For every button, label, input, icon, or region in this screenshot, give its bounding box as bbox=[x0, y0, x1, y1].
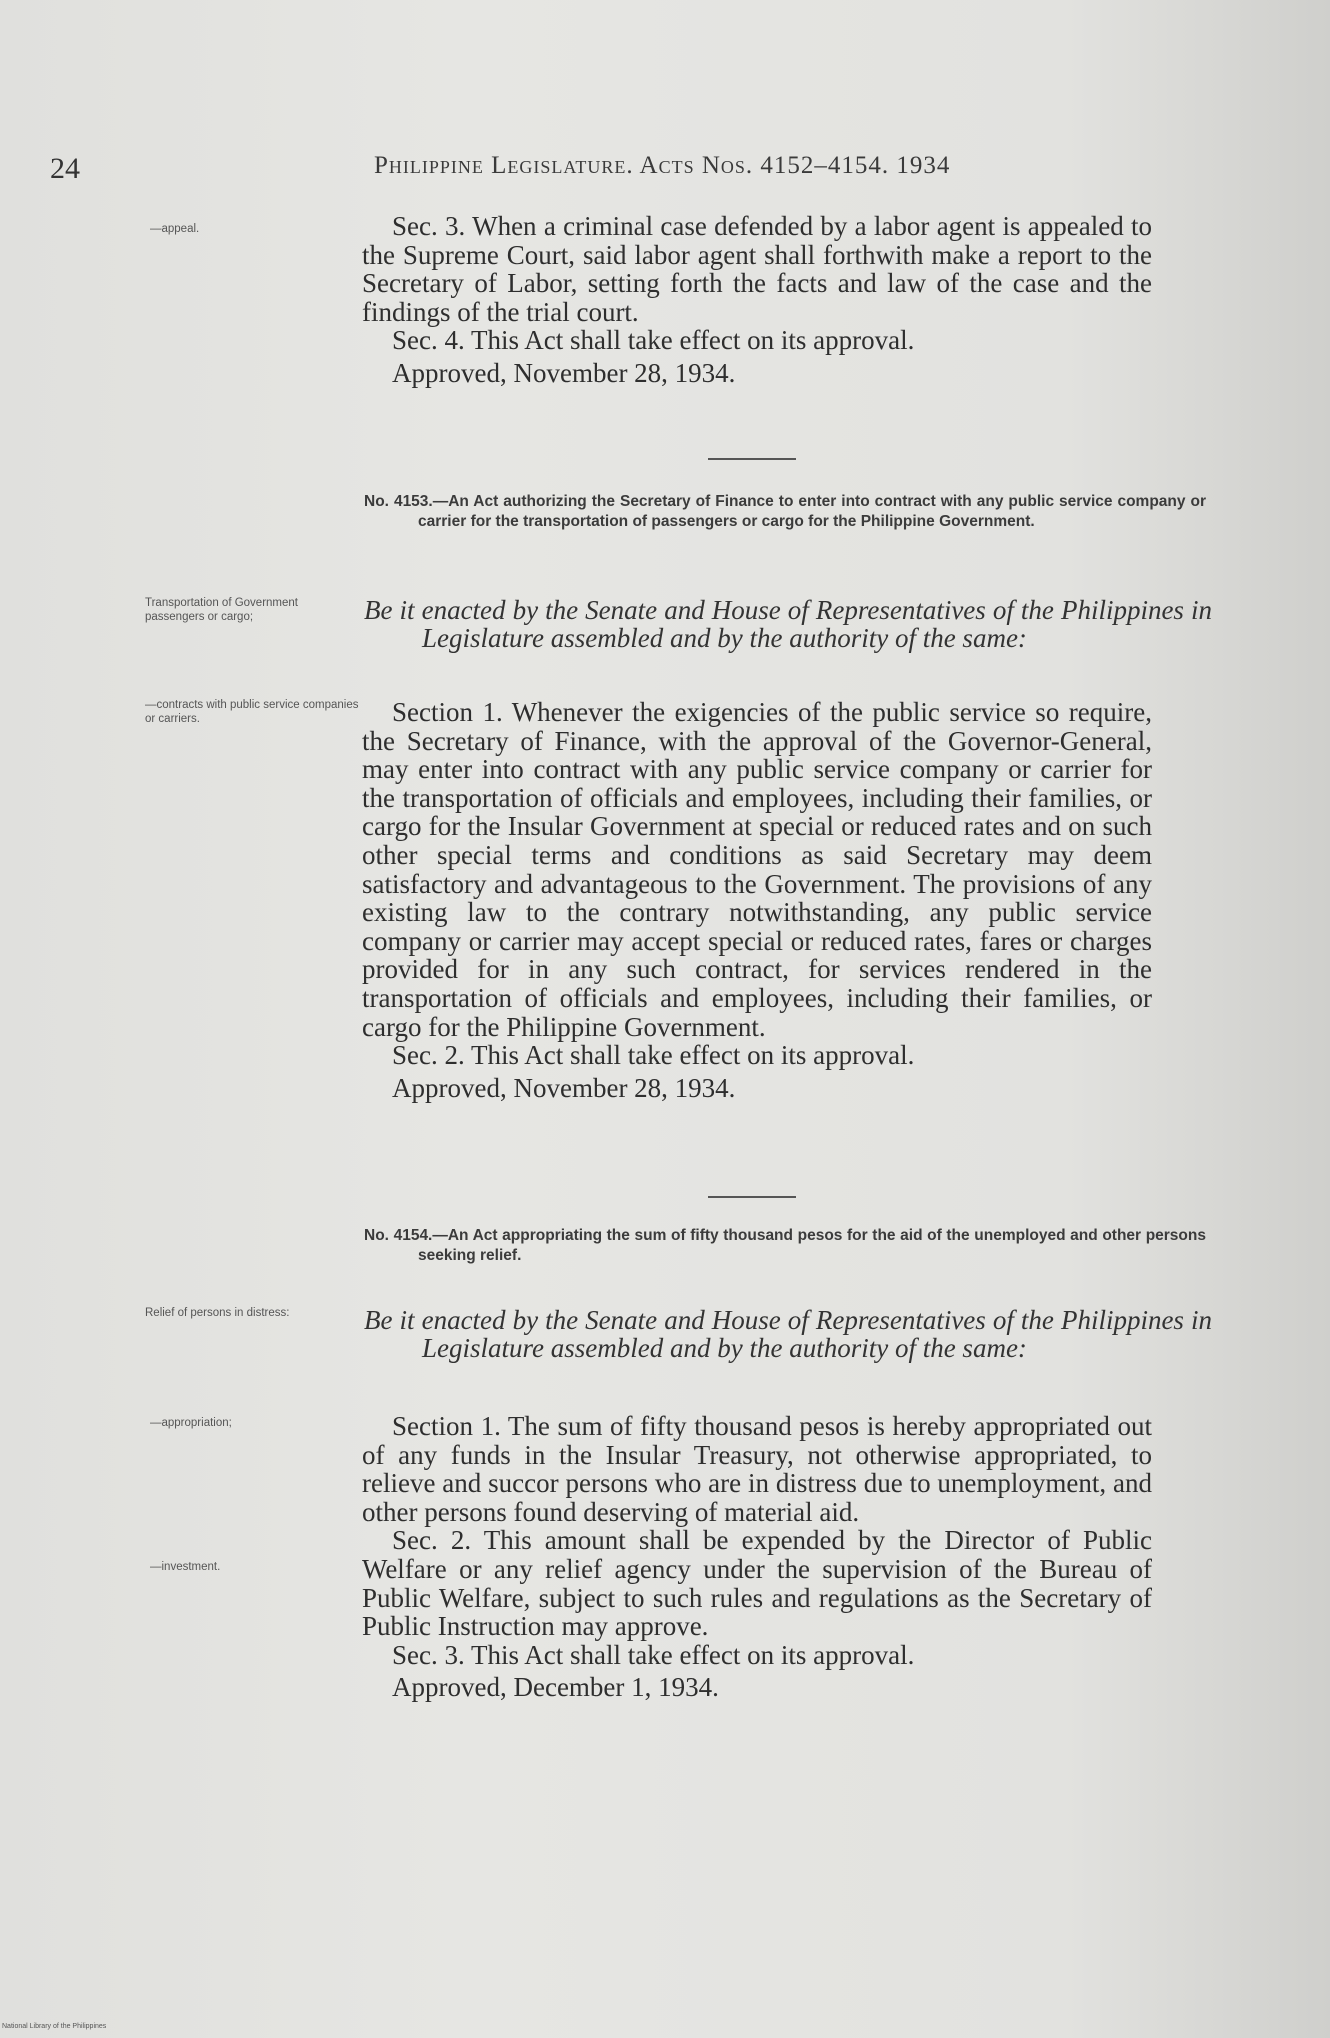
act-4154-enacting-clause: Be it enacted by the Senate and House of Representatives of the Philippines in Legislature assembled and by the authority of the same: bbox=[364, 1305, 1212, 1363]
act-4152-conclusion bbox=[362, 212, 1152, 388]
act-4154-body bbox=[362, 1412, 1152, 1702]
margin-note-appropriation: —appropriation; bbox=[150, 1417, 232, 1429]
act-4153-enacting-clause: Be it enacted by the Senate and House of Representatives of the Philippines in Legislature assembled and by the authority of the same: bbox=[364, 595, 1212, 653]
act-4154-sec2: Sec. 2. This amount shall be expended by the Director of Public Welfare or any relief agency under the supervision of the Bureau of Public Welfare, subject to such rules and regulations as the Secretary of Public Instruction may approve. bbox=[362, 1525, 1152, 1642]
act-4153-section1: Section 1. Whenever the exigencies of the public service so require, the Secretary of Finance, with the approval of the Governor-General, may enter into contract with any public service company or carrier for the transportation of officials and employees, including their families, or cargo for the Insular Government at special or reduced rates and on such other special terms and conditions as said Secretary may deem satisfactory and advantageous to the Government. The provisions of any existing law to the contrary notwithstanding, any public service company or carrier may accept special or reduced rates, fares or charges provided for in any such contract, for services rendered in the transportation of officials and employees, including their families, or cargo for the Philippine Government. bbox=[362, 697, 1152, 1042]
margin-note-investment: —investment. bbox=[150, 1561, 221, 1573]
act-4154-section1: Section 1. The sum of fifty thousand pesos is hereby appropriated out of any funds in the Insular Treasury, not otherwise appropriated, to relieve and succor persons who are in distress due to unemployment, and other persons found deserving of material aid. bbox=[362, 1411, 1152, 1527]
page-number: 24 bbox=[50, 152, 80, 185]
margin-note-relief: Relief of persons in distress: bbox=[145, 1307, 290, 1319]
act-4153-body bbox=[362, 698, 1152, 1102]
act-4154-approved: Approved, December 1, 1934. bbox=[392, 1672, 719, 1703]
act-4152-sec3: Sec. 3. When a criminal case defended by a labor agent is appealed to the Supreme Court, said labor agent shall forthwith make a report to the Secretary of Labor, setting forth the facts and law of the case and the findings of the trial court. bbox=[362, 211, 1152, 327]
act-4153-sec2: Sec. 2. This Act shall take effect on its approval. bbox=[392, 1040, 915, 1071]
margin-note-transportation: Transportation of Government passengers or cargo; bbox=[145, 597, 298, 623]
separator-rule bbox=[708, 1196, 796, 1198]
act-4153-title: No. 4153.—An Act authorizing the Secretary of Finance to enter into contract with any public service company or carrier for the transportation of passengers or cargo for the Philippine Government. bbox=[364, 493, 1206, 530]
running-head: Philippine Legislature. Acts Nos. 4152–4154. 1934 bbox=[374, 152, 951, 179]
act-4154-sec3: Sec. 3. This Act shall take effect on its approval. bbox=[392, 1639, 915, 1670]
act-4153-approved: Approved, November 28, 1934. bbox=[392, 1072, 736, 1103]
act-4152-sec4: Sec. 4. This Act shall take effect on its approval. bbox=[392, 325, 915, 356]
act-4154-title: No. 4154.—An Act appropriating the sum of fifty thousand pesos for the aid of the unemployed and other persons seeking relief. bbox=[364, 1227, 1206, 1264]
separator-rule bbox=[708, 458, 796, 460]
act-4152-approved: Approved, November 28, 1934. bbox=[392, 357, 736, 388]
margin-note-contracts: —contracts with public service companies or carriers. bbox=[145, 699, 359, 725]
footer-stamp: National Library of the Philippines bbox=[2, 2023, 107, 2030]
margin-note-appeal: —appeal. bbox=[150, 223, 200, 235]
